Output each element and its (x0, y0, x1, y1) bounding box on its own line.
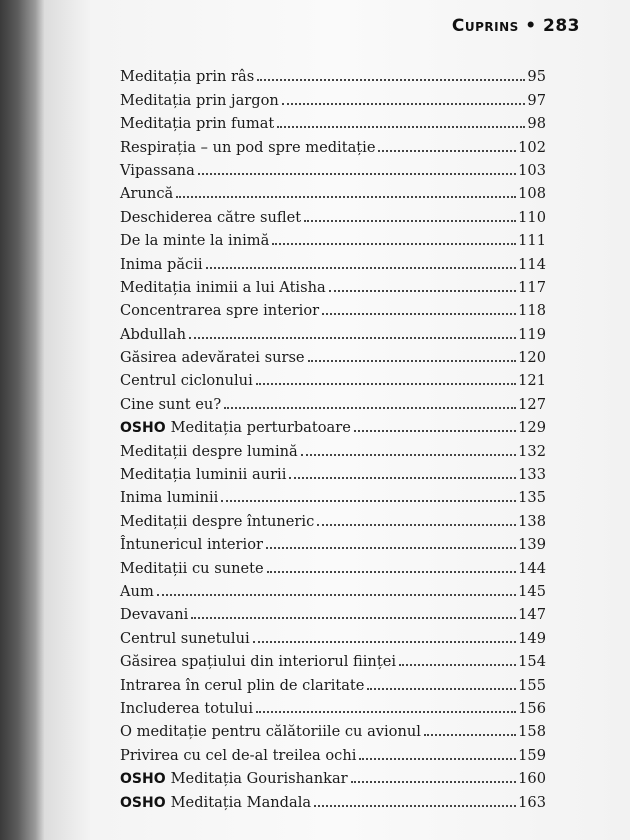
dot-leader (277, 126, 525, 128)
entry-title: Intrarea în cerul plin de claritate (120, 676, 365, 694)
dot-leader (317, 524, 516, 526)
toc-entry (120, 109, 546, 132)
toc-entry (120, 740, 546, 763)
entry-title: Centrul ciclonului (120, 372, 253, 390)
entry-page-number: 147 (518, 606, 546, 624)
toc-entry (120, 296, 546, 319)
dot-leader (272, 243, 516, 245)
toc-entry (120, 436, 546, 459)
book-spine-shadow (0, 0, 44, 840)
entry-page-number: 120 (518, 349, 546, 367)
entry-page-number: 156 (518, 699, 546, 717)
dot-leader (351, 781, 517, 783)
toc-entry (120, 577, 546, 600)
toc-entry (120, 764, 546, 787)
entry-title: Meditația prin râs (120, 68, 255, 86)
entry-title: Meditații cu sunete (120, 559, 264, 577)
entry-title: Meditația Gourishankar (170, 770, 348, 788)
entry-page-number: 144 (518, 559, 546, 577)
page-number: 283 (543, 16, 580, 36)
entry-prefix: OSHO (120, 771, 166, 788)
entry-page-number: 149 (518, 629, 546, 647)
entry-page-number: 117 (518, 278, 546, 296)
dot-leader (354, 430, 516, 432)
dot-leader (314, 805, 516, 807)
toc-entry (120, 600, 546, 623)
dot-leader (322, 313, 516, 315)
toc-entry (120, 717, 546, 740)
section-title: Cuprins (451, 16, 519, 36)
entry-page-number: 98 (527, 115, 546, 133)
entry-page-number: 139 (518, 536, 546, 554)
toc-entry (120, 389, 546, 412)
entry-page-number: 133 (518, 466, 546, 484)
toc-entry (120, 413, 546, 436)
running-header (452, 16, 580, 36)
entry-title: Abdullah (120, 325, 187, 343)
dot-leader (189, 337, 516, 339)
entry-page-number: 160 (518, 770, 546, 788)
entry-title: O meditație pentru călătoriile cu avionul (120, 723, 421, 741)
dot-leader (206, 267, 517, 269)
entry-page-number: 108 (518, 185, 546, 203)
entry-page-number: 145 (518, 582, 546, 600)
entry-title: Deschiderea către suflet (120, 208, 302, 226)
toc-entry (120, 366, 546, 389)
dot-leader (289, 477, 516, 479)
entry-page-number: 154 (518, 653, 546, 671)
entry-title: Meditația inimii a lui Atisha (120, 278, 326, 296)
dot-leader (157, 594, 516, 596)
toc-entry (120, 694, 546, 717)
entry-title: Inima păcii (120, 255, 203, 273)
entry-title: Vipassana (120, 161, 195, 179)
entry-title: Privirea cu cel de-al treilea ochi (120, 746, 357, 764)
entry-title: Meditații despre întuneric (120, 512, 315, 530)
dot-leader (267, 571, 517, 573)
toc-entry (120, 85, 546, 108)
entry-page-number: 138 (518, 512, 546, 530)
toc-entry (120, 623, 546, 646)
toc-entry (120, 787, 546, 810)
toc-entry (120, 273, 546, 296)
entry-page-number: 132 (518, 442, 546, 460)
dot-leader (308, 360, 517, 362)
toc-entry (120, 553, 546, 576)
dot-leader (221, 500, 516, 502)
entry-title: Centrul sunetului (120, 629, 250, 647)
dot-leader (191, 617, 516, 619)
entry-title: Meditația prin fumat (120, 115, 275, 133)
entry-title: Inima luminii (120, 489, 219, 507)
toc-entry (120, 249, 546, 272)
entry-title: Meditația luminii aurii (120, 466, 287, 484)
dot-leader (359, 758, 516, 760)
table-of-contents (120, 62, 546, 811)
entry-title: Găsirea adevăratei surse (120, 349, 305, 367)
toc-entry (120, 460, 546, 483)
entry-page-number: 110 (518, 208, 546, 226)
entry-page-number: 159 (518, 746, 546, 764)
entry-title: Găsirea spațiului din interiorul ființei (120, 653, 396, 671)
toc-entry (120, 202, 546, 225)
entry-title: Meditația prin jargon (120, 91, 279, 109)
dot-leader (176, 196, 516, 198)
toc-entry (120, 483, 546, 506)
toc-entry (120, 530, 546, 553)
toc-entry (120, 343, 546, 366)
toc-entry (120, 647, 546, 670)
dot-leader (256, 711, 516, 713)
entry-title: Meditația perturbatoare (170, 419, 351, 437)
entry-prefix: OSHO (120, 794, 166, 811)
header-separator: • (525, 16, 537, 36)
dot-leader (253, 641, 516, 643)
dot-leader (224, 407, 516, 409)
toc-entry (120, 62, 546, 85)
dot-leader (399, 664, 516, 666)
entry-title: Devavani (120, 606, 189, 624)
dot-leader (301, 454, 516, 456)
entry-title: Întunericul interior (120, 536, 263, 554)
entry-page-number: 155 (518, 676, 546, 694)
entry-page-number: 158 (518, 723, 546, 741)
dot-leader (424, 734, 516, 736)
entry-page-number: 102 (518, 138, 546, 156)
entry-page-number: 114 (518, 255, 546, 273)
toc-entry (120, 132, 546, 155)
entry-page-number: 111 (518, 232, 546, 250)
dot-leader (198, 173, 516, 175)
toc-entry (120, 179, 546, 202)
entry-title: Meditația Mandala (170, 793, 312, 811)
entry-title: Aum (120, 582, 154, 600)
entry-page-number: 119 (518, 325, 546, 343)
entry-title: Concentrarea spre interior (120, 302, 320, 320)
toc-entry (120, 319, 546, 342)
entry-title: Meditații despre lumină (120, 442, 298, 460)
entry-title: Aruncă (120, 185, 174, 203)
entry-prefix: OSHO (120, 420, 166, 437)
toc-entry (120, 506, 546, 529)
toc-entry (120, 226, 546, 249)
dot-leader (304, 220, 516, 222)
entry-page-number: 95 (527, 68, 546, 86)
toc-entry (120, 156, 546, 179)
entry-page-number: 135 (518, 489, 546, 507)
entry-title: Includerea totului (120, 699, 253, 717)
entry-page-number: 121 (518, 372, 546, 390)
dot-leader (257, 79, 525, 81)
dot-leader (256, 383, 516, 385)
entry-page-number: 103 (518, 161, 546, 179)
entry-title: De la minte la inimă (120, 232, 270, 250)
entry-page-number: 118 (518, 302, 546, 320)
entry-page-number: 127 (518, 395, 546, 413)
dot-leader (266, 547, 516, 549)
entry-page-number: 129 (518, 419, 546, 437)
entry-title: Cine sunt eu? (120, 395, 222, 413)
dot-leader (329, 290, 516, 292)
entry-page-number: 163 (518, 793, 546, 811)
entry-title: Respirația – un pod spre meditație (120, 138, 376, 156)
dot-leader (378, 150, 516, 152)
dot-leader (282, 103, 526, 105)
toc-entry (120, 670, 546, 693)
entry-page-number: 97 (527, 91, 546, 109)
dot-leader (367, 688, 516, 690)
